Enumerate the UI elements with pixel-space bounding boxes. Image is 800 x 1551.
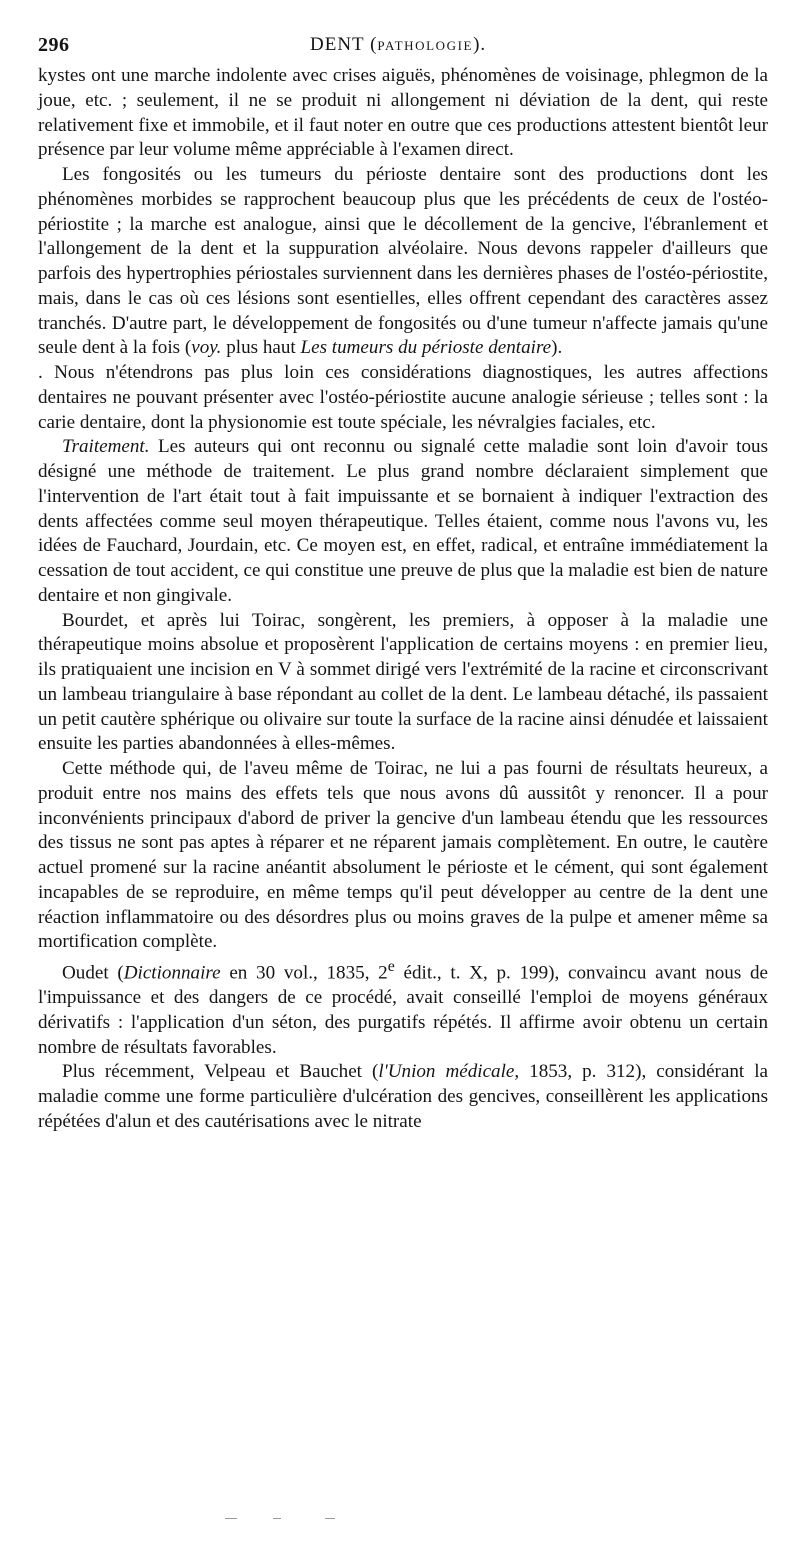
- paragraph-1: kystes ont une marche indolente avec crises aiguës, phénomènes de voisinage, phlegmon de la joue, etc. ; seulement, il ne se produit ni allongement ni déviation de la dent, qui reste relativement fixe et immobile, et il faut noter en outre que ces productions attestent bientôt leur présence par leur volume même appréciable à l'examen direct.: [38, 65, 768, 161]
- paragraph-7-text-b: en 30 vol., 1835, 2: [220, 962, 388, 984]
- paragraph-7-text-c: édit., t. X, p. 199), convaincu avant nous de l'impuissance et des dangers de ce procédé, avait conseillé l'emploi de moyens généraux dérivatifs : l'application d'un séton, des purgatifs répétés. Il affirme avoir obtenu un certain nombre de résultats favorables.: [38, 962, 769, 1058]
- running-title-main: DENT: [310, 34, 365, 55]
- paragraph-6: Cette méthode qui, de l'aveu même de Toirac, ne lui a pas fourni de résultats heureux, a produit entre nos mains des effets tels que nous avons dû aussitôt y renoncer. Il a pour inconvénients principaux d'abord de priver la gencive d'un lambeau étendu que les ressources des tissus ne sont pas aptes à réparer et ne réparent jamais complètement. En outre, le cautère actuel promené sur la racine anéantit absolument le périoste et le cément, qui sont également incapables de se reproduire, en même temps qu'il peut développer au centre de la dent une réaction inflammatoire ou des désordres plus ou moins graves de la pulpe et amener même sa mortification complète.: [38, 758, 768, 953]
- running-title-subtitle: PATHOLOGIE: [377, 38, 474, 53]
- paragraph-5: Bourdet, et après lui Toirac, songèrent, les premiers, à opposer à la maladie une thérapeutique moins absolue et proposèrent l'application de certains moyens : en premier lieu, ils pratiquaient une incision en V à sommet dirigé vers l'extrémité de la racine et circonscrivant un lambeau triangulaire à base répondant au collet de la dent. Le lambeau détaché, ils passaient un petit cautère sphérique ou olivaire sur toute la surface de la racine ainsi dénudée et laissaient ensuite les parties abandonnées à elles-mêmes.: [38, 609, 768, 755]
- paragraph-7: [38, 955, 768, 1060]
- paragraph-2-voy: voy.: [191, 337, 222, 359]
- scan-mark: [225, 1518, 237, 1519]
- paragraph-7-reference: Dictionnaire: [123, 962, 221, 984]
- paragraph-3: . Nous n'étendrons pas plus loin ces considérations diagnostiques, les autres affections dentaires ne pouvant présenter avec l'ostéo-périostite aucune analogie sérieuse ; telles sont : la carie dentaire, dont la physionomie est toute spéciale, les névralgies faciales, etc.: [38, 362, 768, 433]
- body-text: [38, 64, 768, 1135]
- paragraph-2-reference: Les tumeurs du périoste dentaire: [300, 337, 552, 359]
- paragraph-4-text: Les auteurs qui ont reconnu ou signalé cette maladie sont loin d'avoir tous désigné une méthode de traitement. Le plus grand nombre déclaraient simplement que l'intervention de l'art était tout à fait impuissante et se bornaient à indiquer l'extraction des dents affectées comme seul moyen thérapeutique. Telles étaient, comme nous l'avons vu, les idées de Fauchard, Jourdain, etc. Ce moyen est, en effet, radical, et entraîne immédiatement la cessation de tout accident, ce qui constitue une preuve de plus que la maladie est bien de nature dentaire et non gingivale.: [38, 436, 768, 606]
- paragraph-2-text-c: ).: [551, 337, 563, 359]
- paragraph-2-text-a: Les fongosités ou les tumeurs du périoste dentaire sont des productions dont les phénomènes morbides se rapprochent beaucoup plus que les précédents de ceux de l'ostéo-périostite ; la marche est analogue, ainsi que le décollement de la gencive, l'ébranlement et l'allongement de la dent et la suppuration alvéolaire. Nous devons rappeler d'ailleurs que parfois des hypertrophies périostales surviennent dans les dernières phases de l'ostéo-périostite, mais, dans le cas où ces lésions sont esentielles, elles offrent cependant des caractères assez tranchés. D'autre part, le développement de fongosités ou d'une tumeur n'affecte jamais qu'une seule dent à la fois (: [38, 164, 768, 359]
- paragraph-2-text-b: plus haut: [221, 337, 301, 359]
- running-title-open: (: [364, 34, 378, 55]
- paragraph-7-text-a: Oudet (: [62, 962, 124, 984]
- page-number: 296: [38, 34, 70, 56]
- paragraph-8-text-a: Plus récemment, Velpeau et Bauchet (: [62, 1061, 379, 1083]
- paragraph-8: [38, 1060, 768, 1134]
- paragraph-7-superscript: e: [387, 958, 395, 975]
- scan-mark: [325, 1518, 335, 1519]
- paragraph-2: [38, 163, 768, 361]
- running-header: [38, 34, 768, 60]
- scan-mark: [273, 1518, 281, 1519]
- running-title-close: ).: [473, 34, 487, 55]
- paragraph-4: [38, 435, 768, 608]
- paragraph-8-text-b: , 1853, p. 312), considérant la maladie comme une forme particulière d'ulcération des gencives, conseillèrent les applications répétées d'alun et des cautérisations avec le nitrate: [38, 1061, 769, 1132]
- paragraph-8-reference: l'Union médicale: [378, 1061, 515, 1083]
- section-heading-traitement: Traitement.: [62, 436, 150, 458]
- footer-scan-marks: [225, 1518, 345, 1522]
- running-title: [310, 34, 486, 56]
